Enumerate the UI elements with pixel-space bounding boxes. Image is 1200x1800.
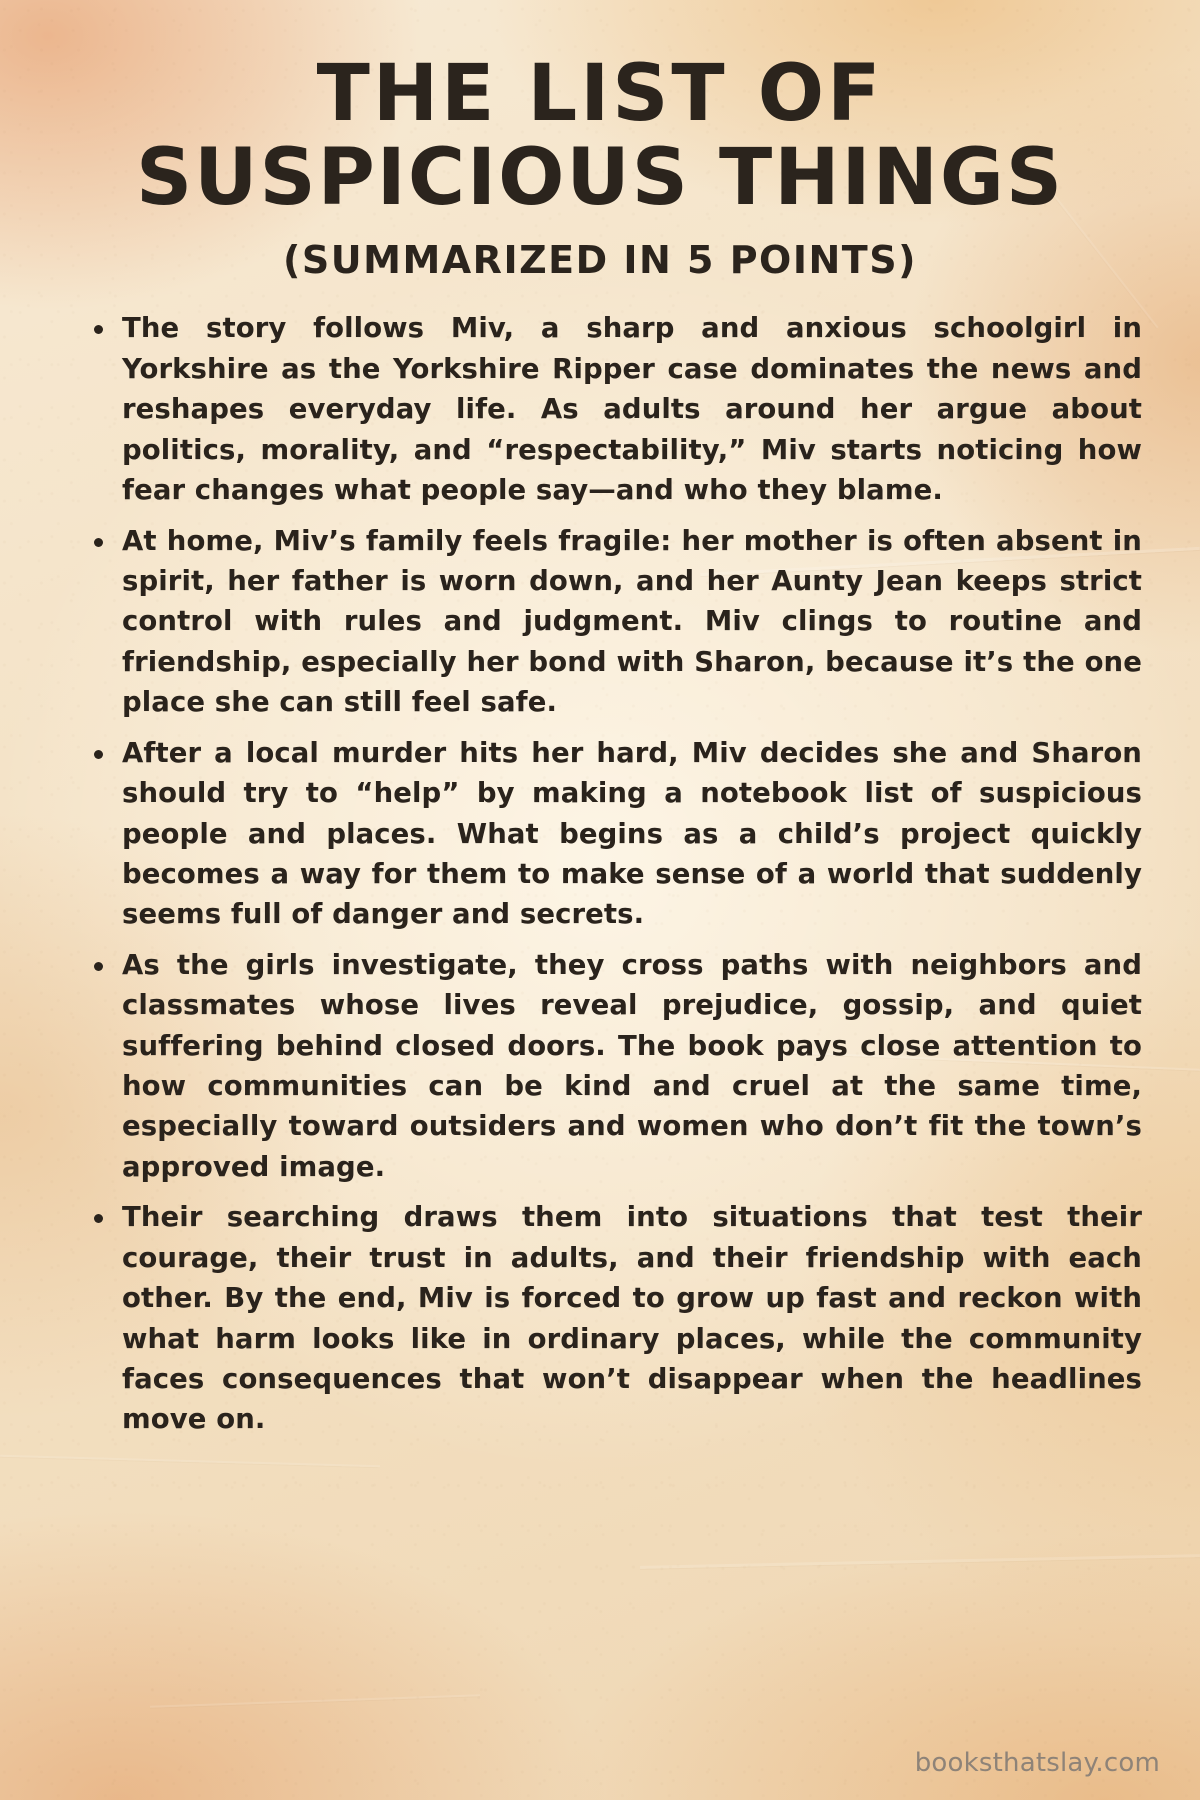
paper-crease [640,1554,1200,1569]
site-watermark: booksthatslay.com [914,1748,1160,1778]
list-item: After a local murder hits her hard, Miv decides she and Sharon should try to “help” by making a notebook list of suspicious people and places. What begins as a child’s project quickly becomes a way for them to make sense of a world that suddenly seems full of danger and secrets. [92,733,1142,935]
title-line-2: SUSPICIOUS THINGS [135,133,1065,224]
list-item: The story follows Miv, a sharp and anxious schoolgirl in Yorkshire as the Yorkshire Ripper case dominates the news and reshapes everyday life. As adults around her argue about politics, morality, and “respectability,” Miv starts noticing how fear changes what people say—and who they blame. [92,308,1142,510]
paper-crease [0,1455,380,1468]
summary-list [28,308,1172,1439]
list-item: At home, Miv’s family feels fragile: her mother is often absent in spirit, her father is worn down, and her Aunty Jean keeps strict control with rules and judgment. Miv clings to routine and friendship, especially her bond with Sharon, because it’s the one place she can still feel safe. [92,521,1142,723]
list-item: Their searching draws them into situations that test their courage, their trust in adults, and their friendship with each other. By the end, Miv is forced to grow up fast and reckon with what harm looks like in ordinary places, while the community faces consequences that won’t disappear when the headlines move on. [92,1197,1142,1440]
paper-crease [150,1694,480,1708]
list-item: As the girls investigate, they cross paths with neighbors and classmates whose lives reveal prejudice, gossip, and quiet suffering behind closed doors. The book pays close attention to how communities can be kind and cruel at the same time, especially toward outsiders and women who don’t fit the town’s approved image. [92,945,1142,1188]
page-title [28,49,1172,224]
title-line-1: THE LIST OF [316,49,884,139]
page-subtitle: (SUMMARIZED IN 5 POINTS) [283,238,917,283]
